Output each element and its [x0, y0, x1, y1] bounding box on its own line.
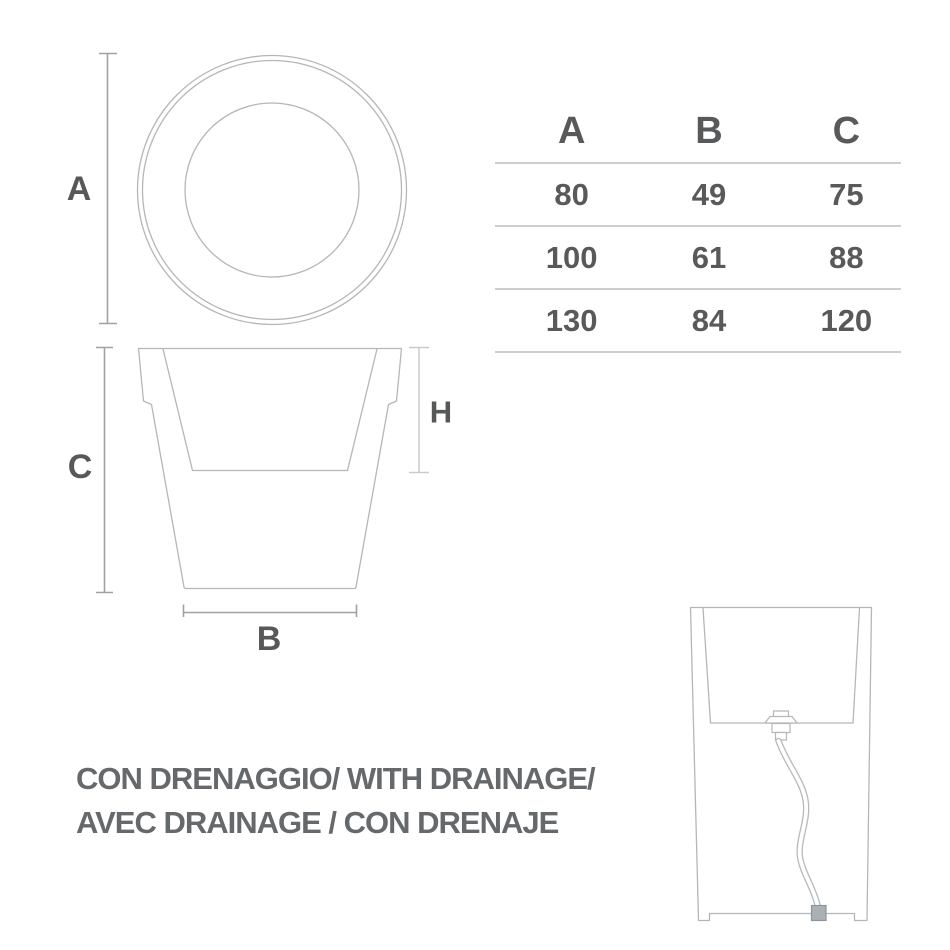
caption-line-2: AVEC DRAINAGE / CON DRENAJE — [76, 804, 559, 840]
outer-rim-circle — [138, 56, 407, 325]
pot-outer-profile — [139, 349, 402, 589]
planter-outer-profile — [691, 608, 872, 921]
fitting-nut — [772, 724, 790, 733]
column-header-c: C — [832, 110, 861, 152]
size-table-header-row — [503, 100, 915, 162]
size-table — [495, 100, 901, 353]
pot-side-view — [139, 349, 402, 589]
pot-top-view — [138, 56, 407, 325]
drainage-cross-section — [691, 608, 872, 921]
drainage-caption — [76, 757, 595, 844]
dimension-line-b — [184, 605, 357, 618]
label-dimension-h: H — [429, 394, 453, 430]
fitting-flange — [765, 717, 797, 724]
planter-inner-cavity — [703, 608, 860, 723]
dimension-line-a — [99, 54, 117, 324]
table-row — [503, 290, 915, 351]
cell-b: 49 — [691, 177, 727, 212]
table-row — [503, 227, 915, 288]
column-header-b: B — [695, 110, 723, 152]
cell-b: 61 — [691, 240, 727, 275]
label-dimension-c: C — [67, 448, 93, 486]
tube-end-connector — [812, 906, 827, 921]
cell-c: 88 — [829, 240, 864, 275]
table-rule — [495, 351, 901, 353]
table-row — [503, 164, 915, 225]
cell-b: 84 — [691, 303, 727, 338]
label-dimension-a: A — [66, 170, 92, 208]
cavity-circle — [185, 103, 359, 277]
dimension-line-h — [409, 348, 429, 473]
cell-a: 130 — [545, 303, 598, 338]
dimension-line-c — [96, 348, 113, 593]
rim-inner-edge-circle — [143, 61, 402, 320]
cell-c: 120 — [820, 303, 873, 338]
pot-inner-cavity — [163, 349, 377, 471]
cell-a: 100 — [545, 240, 598, 275]
drainage-tube — [779, 741, 827, 921]
caption-line-1: CON DRENAGGIO/ WITH DRAINAGE/ — [76, 761, 595, 796]
cell-c: 75 — [829, 177, 864, 212]
label-dimension-b: B — [256, 620, 282, 658]
column-header-a: A — [557, 110, 586, 152]
drain-fitting — [765, 711, 797, 740]
cell-a: 80 — [554, 177, 589, 212]
